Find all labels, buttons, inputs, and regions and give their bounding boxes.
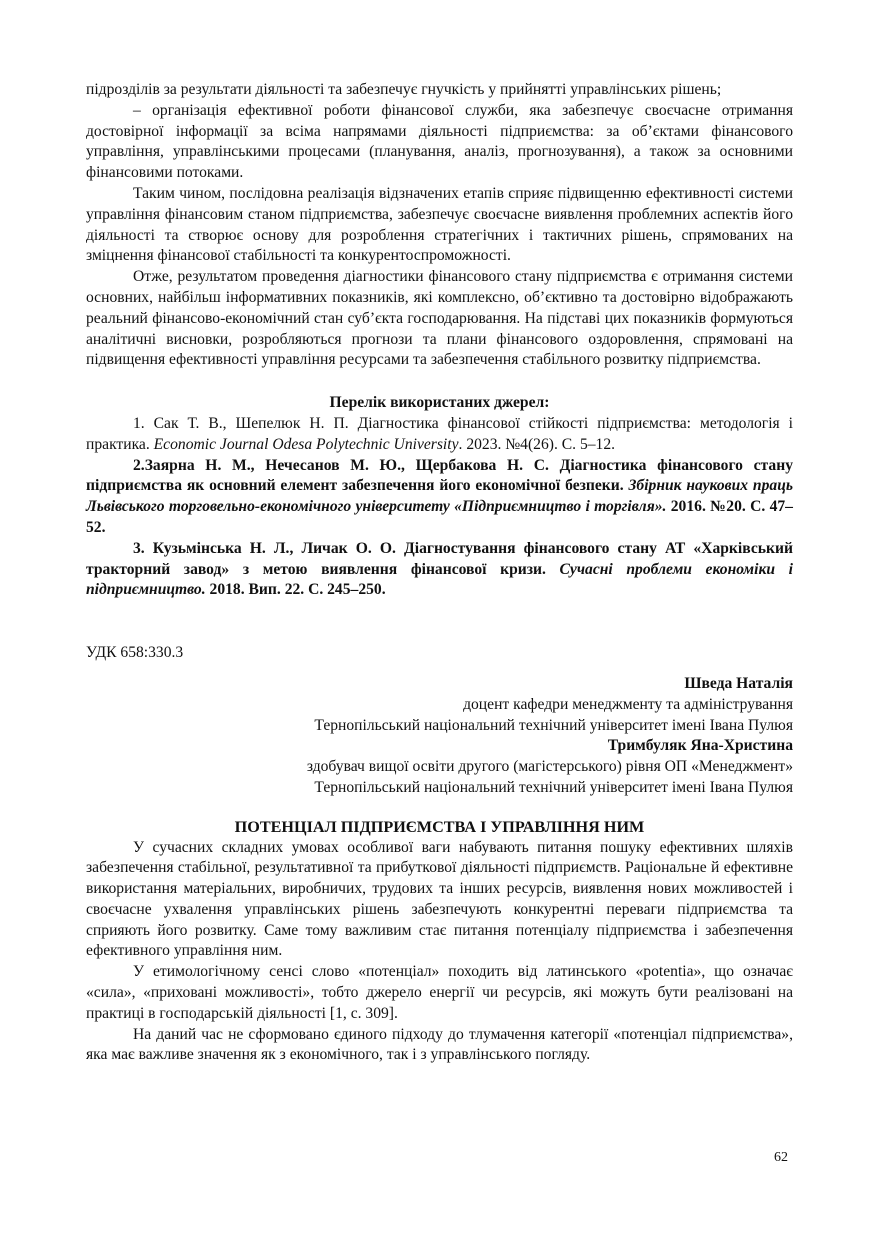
reference-journal: Збірник наукових праць Львівського торговельно-економічного університету «Підприємництво і торгівля». — [86, 477, 793, 516]
reference-authors-title: 2.Заярна Н. М., Нечесанов М. Ю., Щербакова Н. С. Діагностика фінансового стану підприємства як основний елемент забезпечення його економічної безпеки. — [86, 456, 793, 495]
reference-details: 2016. №20. С. 47–52. — [86, 498, 793, 536]
reference-item — [86, 456, 793, 539]
udk-code: УДК 658:330.3 — [86, 644, 184, 662]
list-item-dash: – організація ефективної роботи фінансової служби, яка забезпечує своєчасне отримання достовірної інформації за всіма напрямами діяльності підприємства: за об’єктами фінансового управління, управлінськими процесами (планування, аналіз, прогнозування), а також за основними фінансовими потоками. — [86, 101, 793, 182]
reference-authors-title: 3. Кузьмінська Н. Л., Личак О. О. Діагностування фінансового стану АТ «Харківський тракторний завод» з метою виявлення фінансової кризи. — [86, 539, 793, 578]
author-affiliation: Тернопільський національний технічний університет імені Івана Пулюя — [314, 716, 793, 734]
article-title: ПОТЕНЦІАЛ ПІДПРИЄМСТВА І УПРАВЛІННЯ НИМ — [234, 817, 645, 836]
body-paragraph: У етимологічному сенсі слово «потенціал» походить від латинського «potentia», що означає «сила», «приховані можливості», тобто джерело енергії чи ресурсів, які можуть бути реалізовані на практиці в господарській діяльності [1, с. 309]. — [86, 963, 793, 1022]
author-position: доцент кафедри менеджменту та адміністрування — [463, 695, 793, 713]
reference-journal: Economic Journal Odesa Polytechnic University — [153, 435, 459, 453]
author-affiliation: Тернопільський національний технічний університет імені Івана Пулюя — [314, 778, 793, 796]
reference-journal: Сучасні проблеми економіки і підприємництво. — [86, 560, 793, 599]
reference-item — [86, 539, 793, 601]
continuation-paragraph: підрозділів за результати діяльності та забезпечує гнучкість у прийнятті управлінських рішень; — [86, 81, 722, 98]
page-content — [86, 80, 793, 1066]
body-paragraph: У сучасних складних умовах особливої ваги набувають питання пошуку ефективних шляхів забезпечення стабільної, результативної та прибуткової діяльності підприємств. Раціональне й ефективне використання матеріальних, виробничих, трудових та інших ресурсів, виявлення нових можливостей і своєчасне ухвалення управлінських рішень забезпечують конкурентні переваги підприємства та сприяють його розвитку. Саме тому важливим стає питання потенціалу підприємства і забезпечення ефективного управління ним. — [86, 838, 793, 960]
author-name: Шведа Наталія — [684, 674, 793, 692]
author-block — [86, 674, 793, 799]
body-paragraph: На даний час не сформовано єдиного підходу до тлумачення категорії «потенціал підприємства», яка має важливе значення як з економічного, так і з управлінського погляду. — [86, 1025, 793, 1064]
conclusion-paragraph: Отже, результатом проведення діагностики фінансового стану підприємства є отримання системи основних, найбільш інформативних показників, які комплексно, об’єктивно та достовірно відображають реальний фінансово-економічний стан суб’єкта господарювання. На підставі цих показників формуються аналітичні висновки, розробляються прогнози та плани фінансового оздоровлення, спрямовані на підвищення ефективності управління ресурсами та забезпечення стабільного розвитку підприємства. — [86, 268, 793, 369]
conclusion-paragraph: Таким чином, послідовна реалізація відзначених етапів сприяє підвищенню ефективності системи управління фінансовим станом підприємства, забезпечує своєчасне виявлення проблемних аспектів його діяльності та створює основу для розроблення стратегічних і тактичних рішень, спрямованих на зміцнення фінансової стабільності та конкурентоспроможності. — [86, 184, 793, 265]
reference-item — [86, 414, 793, 456]
references-heading: Перелік використаних джерел: — [329, 394, 550, 412]
reference-authors-title: 1. Сак Т. В., Шепелюк Н. П. Діагностика фінансової стійкості підприємства: методологія і практика. — [86, 414, 793, 453]
reference-details: . 2023. №4(26). С. 5–12. — [458, 435, 616, 453]
author-name: Тримбуляк Яна-Христина — [607, 737, 793, 755]
page-number: 62 — [774, 1150, 788, 1165]
reference-details: 2018. Вип. 22. С. 245–250. — [205, 581, 386, 599]
author-position: здобувач вищої освіти другого (магістерського) рівня ОП «Менеджмент» — [306, 758, 793, 776]
